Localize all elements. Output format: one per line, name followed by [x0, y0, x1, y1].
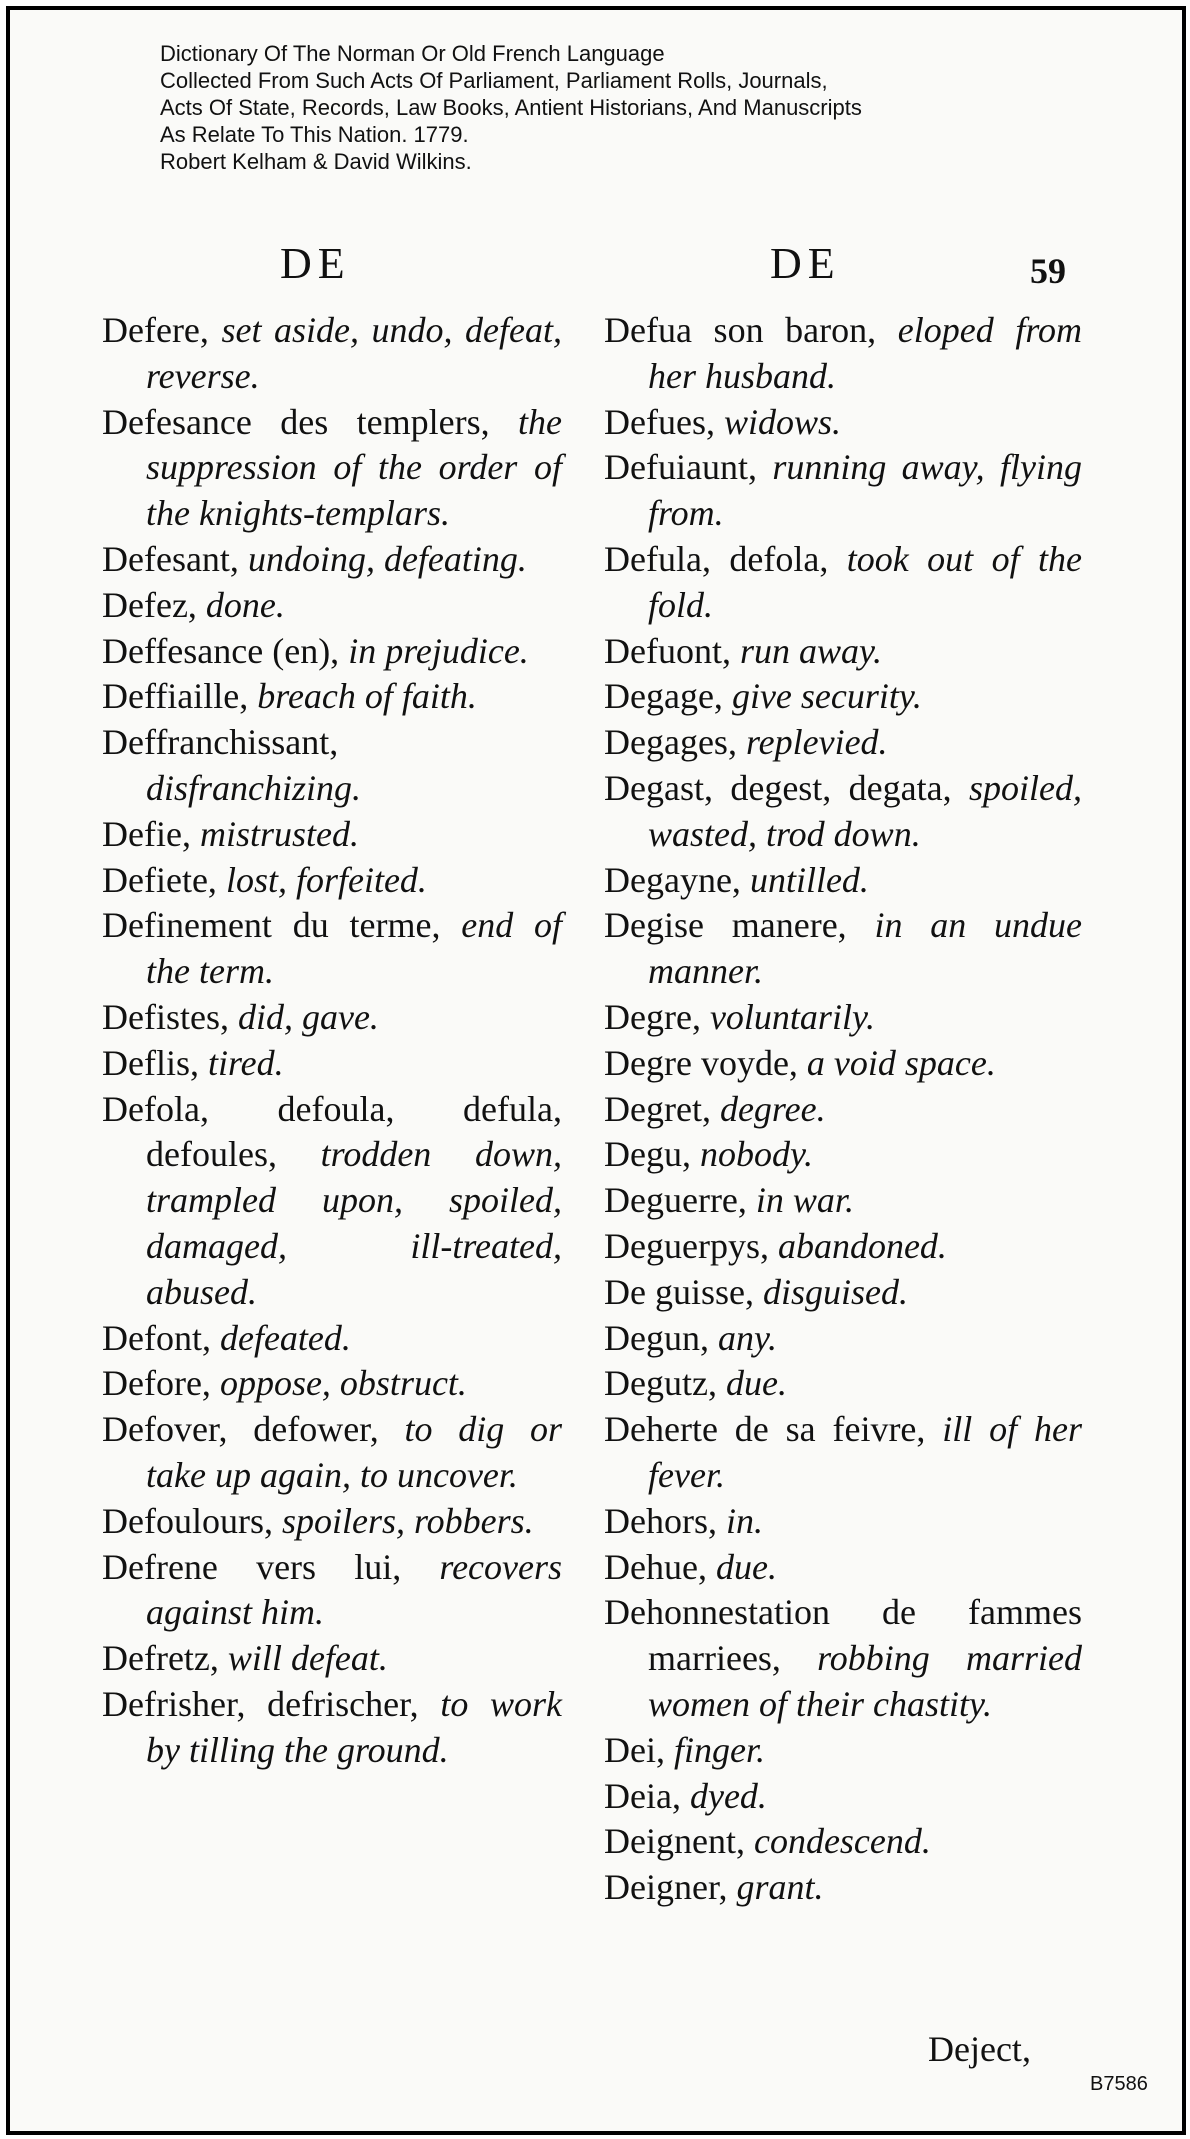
entry-definition: spoiled, wasted, trod down.	[648, 767, 1082, 854]
dictionary-entry	[102, 400, 562, 537]
entry-headword: Defistes,	[102, 996, 229, 1037]
running-head-right: DE	[770, 239, 841, 288]
header-line: As Relate To This Nation. 1779.	[160, 122, 469, 147]
entry-definition: due.	[725, 1363, 787, 1404]
dictionary-entry	[604, 1774, 1082, 1820]
dictionary-entry	[102, 629, 562, 675]
entry-headword: Deguerpys,	[604, 1225, 769, 1266]
entry-definition: did, gave.	[237, 996, 379, 1037]
dictionary-entry	[102, 1361, 562, 1407]
entry-headword: Degutz,	[604, 1363, 717, 1404]
entry-definition: untilled.	[749, 859, 869, 900]
entry-headword: Defrisher, defrischer,	[102, 1683, 419, 1724]
entry-definition: breach of faith.	[257, 676, 477, 717]
entry-headword: Defretz,	[102, 1638, 219, 1679]
dictionary-entry	[604, 1361, 1082, 1407]
entry-definition: to dig or take up again, to uncover.	[146, 1409, 562, 1495]
dictionary-entry	[102, 812, 562, 858]
entry-definition: in an undue manner.	[648, 905, 1082, 992]
entry-headword: Defua son baron,	[604, 310, 877, 350]
document-header	[160, 40, 1060, 175]
dictionary-entry	[102, 903, 562, 995]
entry-definition: ill of her fever.	[648, 1409, 1083, 1495]
entry-headword: Degre,	[604, 996, 701, 1037]
entry-definition: widows.	[723, 401, 841, 442]
entry-definition: undoing, defeating.	[247, 538, 527, 579]
dictionary-entry	[604, 400, 1082, 446]
entry-headword: Defesant,	[102, 538, 239, 579]
dictionary-entry	[102, 1636, 562, 1682]
entry-headword: Degre voyde,	[604, 1042, 798, 1083]
dictionary-entry	[604, 1224, 1082, 1270]
dictionary-entry	[604, 1178, 1082, 1224]
dictionary-entry	[604, 629, 1082, 675]
header-line: Collected From Such Acts Of Parliament, Parliament Rolls, Journals,	[160, 68, 828, 93]
dictionary-entry	[604, 766, 1082, 858]
dictionary-entry	[604, 1087, 1082, 1133]
dictionary-entry	[604, 1041, 1082, 1087]
entry-definition: mistrusted.	[199, 813, 359, 854]
dictionary-entry	[102, 308, 562, 400]
entry-headword: Degise manere,	[604, 905, 847, 946]
entry-headword: Defont,	[102, 1317, 211, 1358]
catalog-stamp: B7586	[1090, 2073, 1148, 2095]
dictionary-entry	[102, 858, 562, 904]
entry-definition: a void space.	[806, 1042, 996, 1083]
entry-headword: Degun,	[604, 1317, 709, 1358]
entry-definition: run away.	[739, 630, 882, 671]
entry-headword: Defover, defower,	[102, 1409, 379, 1450]
entry-headword: Deignent,	[604, 1821, 745, 1862]
entry-definition: disguised.	[762, 1271, 908, 1312]
dictionary-entry	[604, 858, 1082, 904]
dictionary-entry	[102, 1545, 562, 1637]
entry-headword: Defesance des templers,	[102, 401, 490, 442]
entry-definition: abandoned.	[777, 1225, 947, 1266]
dictionary-entry	[604, 1728, 1082, 1774]
entry-headword: Deffesance (en),	[102, 630, 340, 671]
entry-headword: Defere,	[102, 310, 209, 350]
entry-definition: trodden down, trampled upon, spoiled, damaged, ill-treated, abused.	[146, 1134, 563, 1312]
entry-headword: Dehonnestation de fammes marriees,	[604, 1592, 1082, 1679]
entry-headword: Degages,	[604, 722, 737, 763]
dictionary-entry	[604, 1316, 1082, 1362]
entry-headword: Defrene vers lui,	[102, 1546, 402, 1587]
entry-definition: degree.	[719, 1088, 826, 1129]
dictionary-entry	[604, 1132, 1082, 1178]
entry-definition: due.	[715, 1546, 777, 1587]
entry-headword: Defuont,	[604, 630, 731, 671]
header-line: Acts Of State, Records, Law Books, Antient Historians, And Manuscripts	[160, 95, 862, 120]
dictionary-entry	[102, 1499, 562, 1545]
dictionary-entry	[102, 1682, 562, 1774]
page-frame	[6, 6, 1186, 2135]
entry-definition: lost, forfeited.	[225, 859, 427, 900]
entry-definition: give security.	[731, 676, 922, 717]
entry-headword: Dehors,	[604, 1500, 717, 1541]
entry-definition: in.	[725, 1500, 763, 1541]
dictionary-entry	[102, 1316, 562, 1362]
dictionary-entry	[102, 537, 562, 583]
entry-headword: Defore,	[102, 1363, 211, 1404]
entry-headword: Defues,	[604, 401, 715, 442]
page-number: 59	[1030, 251, 1066, 291]
dictionary-entry	[102, 995, 562, 1041]
dictionary-entry	[604, 1270, 1082, 1316]
dictionary-entry	[604, 1865, 1082, 1911]
dictionary-entry	[604, 1407, 1082, 1499]
entry-definition: end of the term.	[146, 905, 562, 992]
dictionary-entry	[102, 1041, 562, 1087]
dictionary-entry	[604, 674, 1082, 720]
entry-headword: Degayne,	[604, 859, 741, 900]
entry-definition: condescend.	[753, 1821, 931, 1862]
entry-headword: De guisse,	[604, 1271, 754, 1312]
dictionary-entry	[604, 308, 1082, 400]
entry-definition: done.	[205, 584, 285, 625]
dictionary-entry	[102, 583, 562, 629]
entry-definition: grant.	[736, 1867, 824, 1908]
dictionary-entry	[604, 720, 1082, 766]
entry-definition: spoilers, robbers.	[281, 1500, 534, 1541]
entry-definition: eloped from her husband.	[648, 310, 1082, 396]
entry-headword: Degast, degest, degata,	[604, 767, 952, 808]
entry-definition: running away, flying from.	[648, 447, 1083, 534]
catchword: Deject,	[928, 2029, 1031, 2069]
dictionary-entry	[102, 1087, 562, 1316]
right-column	[604, 308, 1082, 1911]
entry-definition: oppose, obstruct.	[219, 1363, 467, 1404]
dictionary-entry	[604, 537, 1082, 629]
entry-definition: in prejudice.	[348, 630, 529, 671]
entry-headword: Degu,	[604, 1134, 691, 1175]
running-head-left: DE	[280, 239, 351, 288]
entry-headword: Defie,	[102, 813, 191, 854]
entry-definition: in war.	[755, 1180, 854, 1221]
entry-headword: Defula, defola,	[604, 538, 829, 579]
entry-headword: Dei,	[604, 1729, 665, 1770]
entry-headword: Deigner,	[604, 1867, 728, 1908]
entry-definition: disfranchizing.	[146, 767, 362, 808]
entry-headword: Degage,	[604, 676, 723, 717]
dictionary-entry	[102, 674, 562, 720]
entry-headword: Deflis,	[102, 1042, 199, 1083]
entry-definition: took out of the fold.	[648, 538, 1083, 625]
entry-headword: Defez,	[102, 584, 197, 625]
entry-definition: replevied.	[745, 722, 888, 763]
entry-headword: Deguerre,	[604, 1180, 747, 1221]
entry-headword: Deherte de sa feivre,	[604, 1409, 926, 1450]
dictionary-entry	[604, 903, 1082, 995]
entry-definition: tired.	[207, 1042, 284, 1083]
left-column	[102, 308, 562, 1774]
entry-definition: the suppression of the order of the knights-templars.	[146, 401, 562, 534]
header-line: Dictionary Of The Norman Or Old French Language	[160, 41, 665, 66]
dictionary-entry	[604, 1499, 1082, 1545]
entry-definition: voluntarily.	[709, 996, 875, 1037]
header-line: Robert Kelham & David Wilkins.	[160, 149, 472, 174]
entry-definition: robbing married women of their chastity.	[648, 1638, 1082, 1724]
entry-headword: Deffranchissant,	[102, 722, 339, 763]
entry-headword: Degret,	[604, 1088, 711, 1129]
dictionary-entry	[604, 995, 1082, 1041]
entry-definition: set aside, undo, defeat, reverse.	[146, 310, 562, 396]
entry-headword: Definement du terme,	[102, 905, 441, 946]
dictionary-entry	[604, 1819, 1082, 1865]
entry-headword: Defoulours,	[102, 1500, 273, 1541]
entry-headword: Defola, defoula, defula, defoules,	[102, 1088, 562, 1175]
dictionary-entry	[102, 720, 562, 812]
dictionary-entry	[604, 445, 1082, 537]
dictionary-entry	[604, 1545, 1082, 1591]
dictionary-entry	[604, 1590, 1082, 1727]
entry-headword: Deffiaille,	[102, 676, 249, 717]
entry-definition: finger.	[673, 1729, 765, 1770]
entry-definition: nobody.	[699, 1134, 813, 1175]
entry-definition: recovers against him.	[146, 1546, 563, 1633]
entry-headword: Deia,	[604, 1775, 681, 1816]
entry-headword: Defuiaunt,	[604, 447, 757, 488]
entry-definition: dyed.	[689, 1775, 767, 1816]
dictionary-entry	[102, 1407, 562, 1499]
entry-definition: defeated.	[219, 1317, 351, 1358]
entry-headword: Dehue,	[604, 1546, 707, 1587]
entry-definition: any.	[717, 1317, 777, 1358]
entry-definition: to work by tilling the ground.	[146, 1683, 562, 1770]
entry-headword: Defiete,	[102, 859, 217, 900]
entry-definition: will defeat.	[227, 1638, 388, 1679]
